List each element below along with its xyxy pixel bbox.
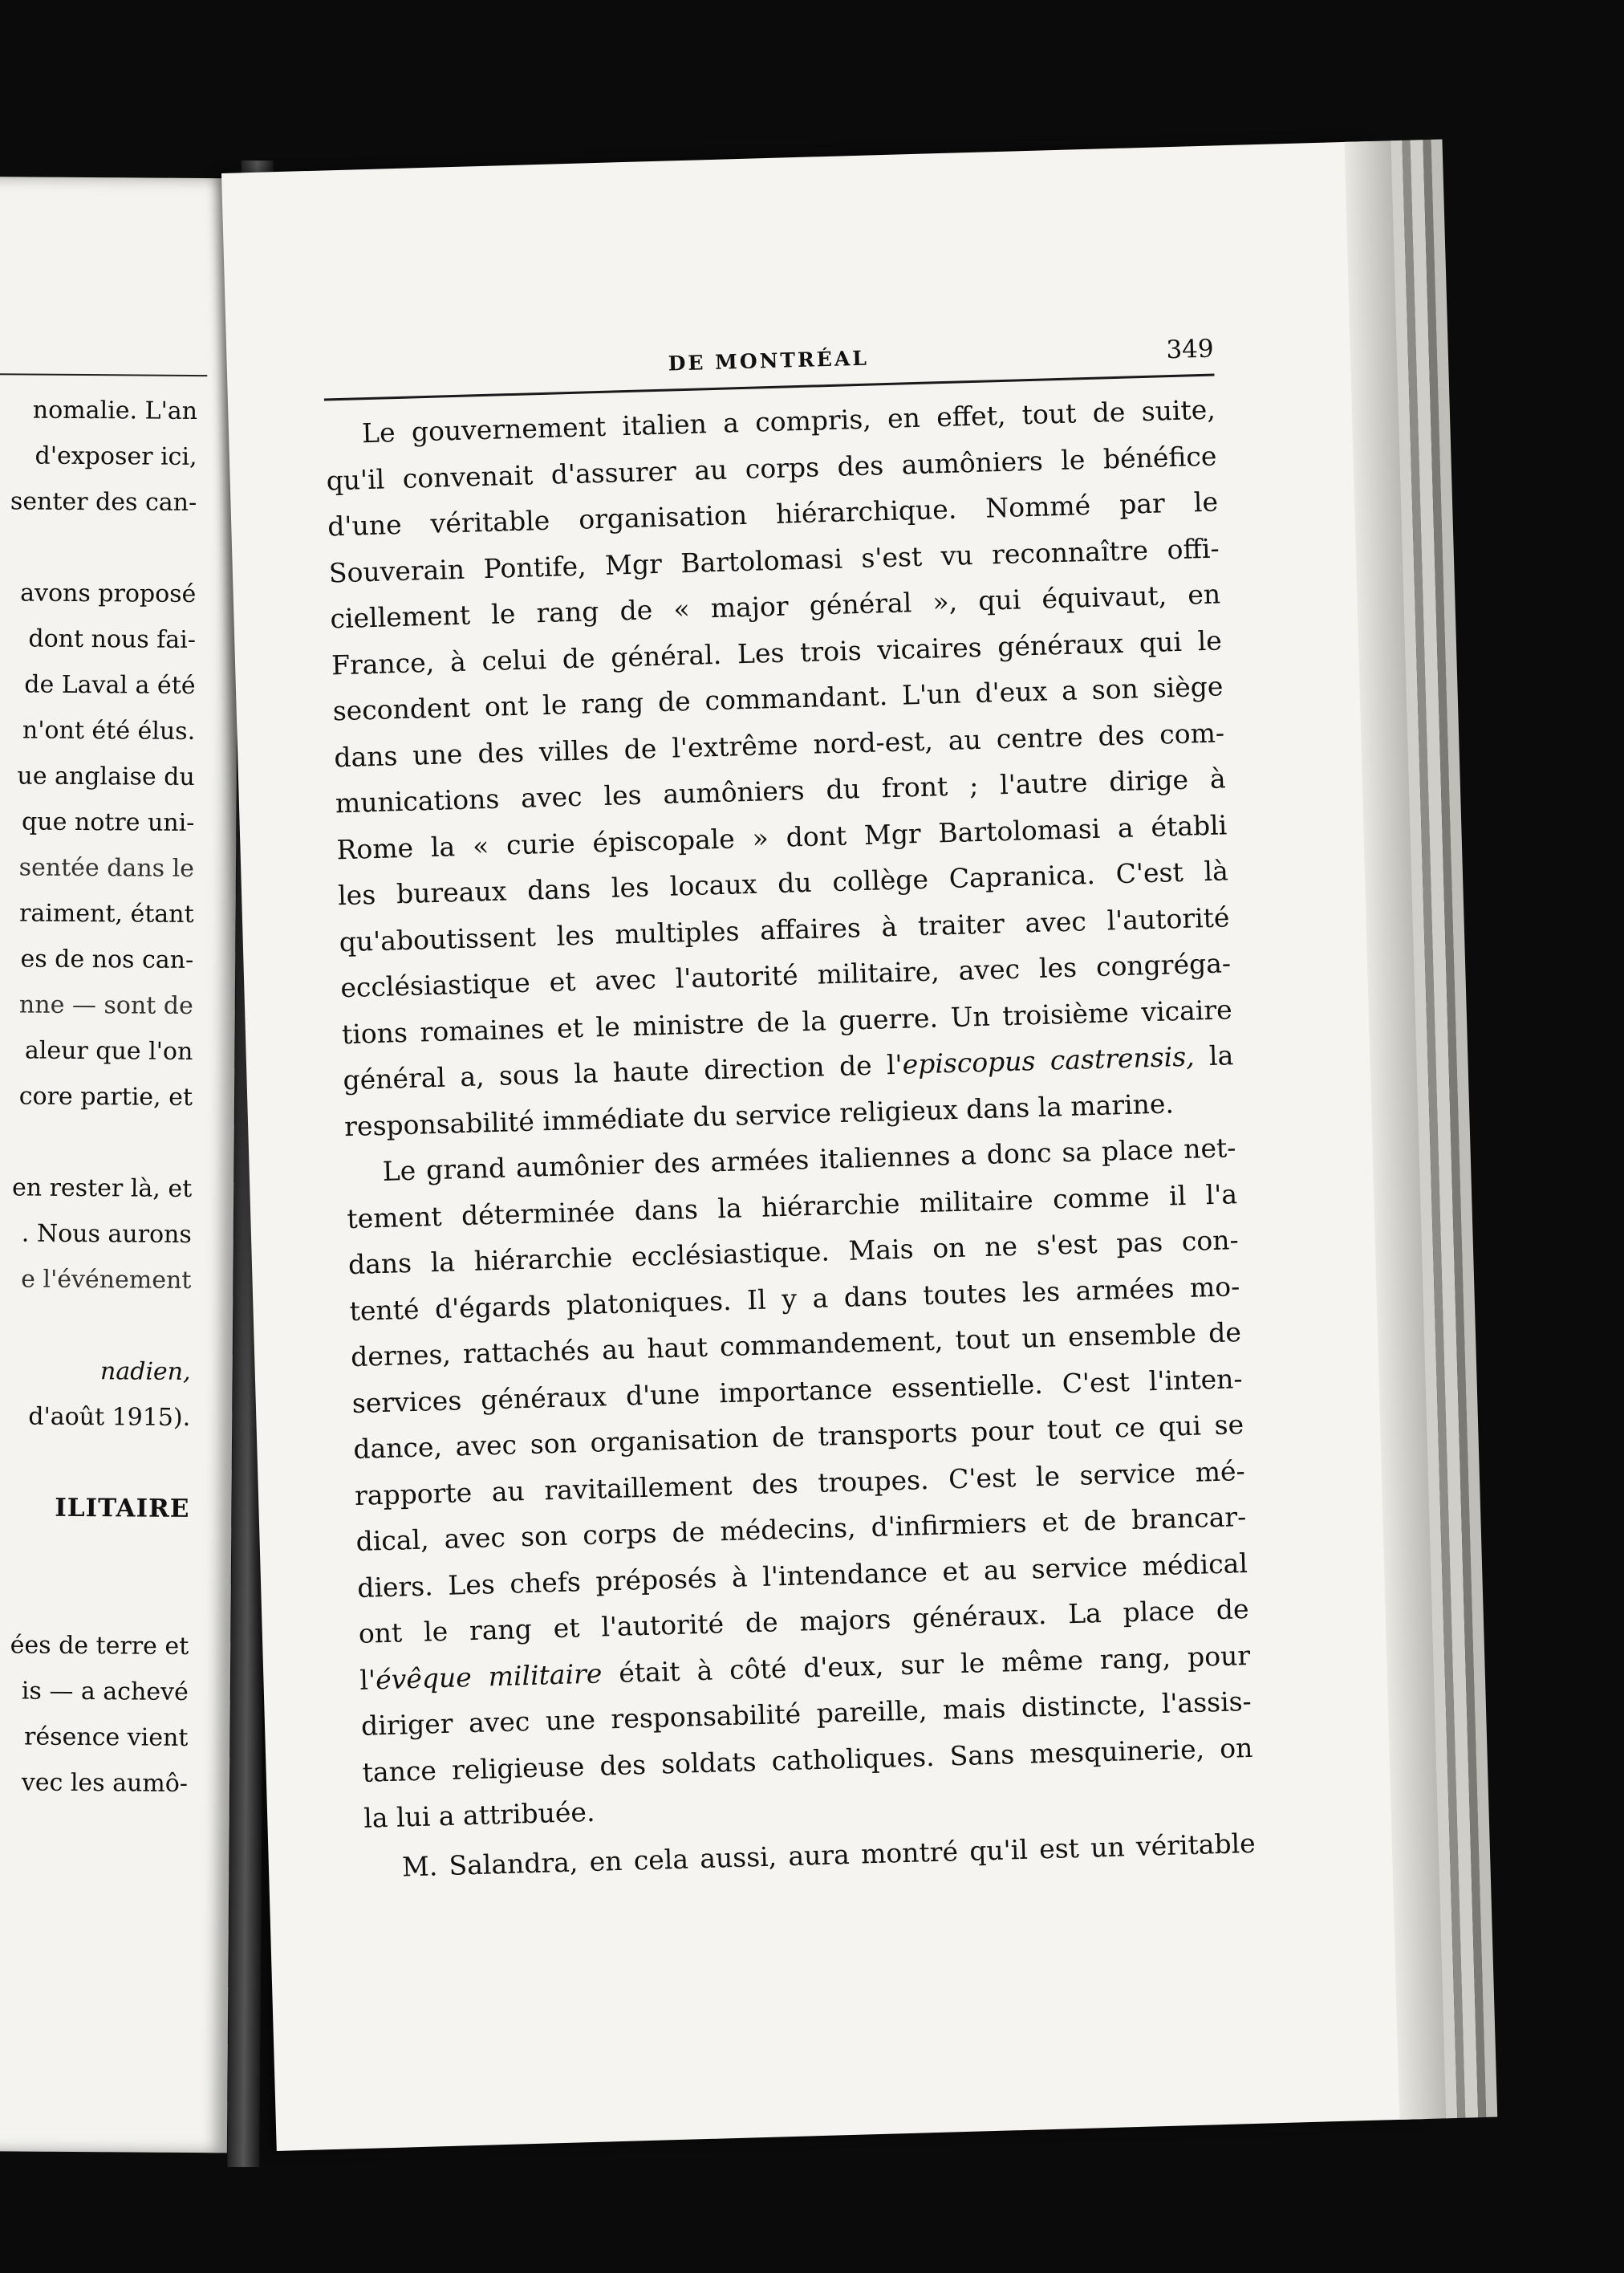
left-line: d'exposer ici, — [35, 441, 197, 472]
page-number: 349 — [1165, 334, 1215, 365]
text-line: ecclésiastique et avec l'autorité militaire, avec les congréga- — [339, 947, 1232, 1004]
text-line: ont le rang et l'autorité de majors généraux. La place de — [358, 1592, 1249, 1649]
text-line: dernes, rattachés au haut commandement, tout un ensemble de — [350, 1316, 1242, 1373]
text-line: d'une véritable organisation hiérarchique. Nommé par le — [327, 486, 1219, 543]
right-page — [221, 141, 1423, 2151]
text-line: les bureaux dans les locaux du collège Capranica. C'est là — [337, 855, 1229, 912]
left-line-gap — [0, 1302, 191, 1349]
text-line: rapporte au ravitaillement des troupes. C'est le service mé- — [354, 1454, 1246, 1511]
left-line-gap — [0, 1119, 193, 1166]
left-line: nomalie. L'an — [32, 396, 198, 426]
text-line: dance, avec son organisation de transports pour tout ce qui se — [352, 1409, 1244, 1466]
left-line-gap — [0, 524, 197, 571]
left-section-heading: ILITAIRE — [55, 1493, 190, 1523]
left-line: vec les aumô- — [21, 1768, 189, 1798]
text-line: France, à celui de général. Les trois vicaires généraux qui le — [331, 624, 1223, 681]
left-line: senter des can- — [10, 487, 197, 518]
left-line: es de nos can- — [20, 945, 194, 974]
text-line: diers. Les chefs préposés à l'intendance et au service médical — [356, 1547, 1248, 1604]
left-line: is — a achevé — [21, 1677, 189, 1706]
text-line: Souverain Pontife, Mgr Bartolomasi s'est vu reconnaître offi- — [328, 531, 1220, 588]
left-line: ue anglaise du — [17, 762, 195, 791]
text-line: diriger avec une responsabilité pareille, mais distincte, l'assis- — [360, 1685, 1253, 1742]
left-line: raiment, étant — [18, 899, 194, 929]
left-line: résence vient — [23, 1722, 189, 1752]
text-segment: la — [1194, 1039, 1234, 1072]
text-line: dans une des villes de l'extrême nord-est, au centre des com- — [333, 716, 1225, 773]
text-line: M. Salandra, en cela aussi, aura montré qu'il est un véritable — [401, 1827, 1257, 1883]
left-line: n'ont été élus. — [22, 716, 196, 746]
text-line: ciellement le rang de « major général », qui équivaut, en — [330, 578, 1221, 635]
italic-phrase: episcopus castrensis, — [902, 1040, 1196, 1080]
left-line: . Nous aurons — [21, 1219, 192, 1249]
text-line: dans la hiérarchie ecclésiastique. Mais on ne s'est pas con- — [347, 1224, 1240, 1281]
text-segment: général a, sous la haute direction de l' — [343, 1048, 903, 1096]
left-line: nne — sont de — [18, 990, 193, 1020]
text-line: qu'aboutissent les multiples affaires à traiter avec l'autorité — [339, 901, 1230, 958]
running-head-title: DE MONTRÉAL — [668, 346, 870, 376]
left-line: d'août 1915). — [28, 1402, 191, 1432]
text-line: services généraux d'une importance essentielle. C'est l'inten- — [351, 1362, 1243, 1419]
left-page-text — [0, 387, 197, 1807]
left-page-header-rule — [0, 373, 207, 376]
left-line: e l'événement — [21, 1265, 192, 1295]
text-line: Le grand aumônier des armées italiennes a donc sa place net- — [382, 1132, 1236, 1187]
text-line: tance religieuse des soldats catholiques. Sans mesquinerie, on — [362, 1731, 1253, 1788]
left-line: sentée dans le — [18, 853, 195, 883]
left-line: que notre uni- — [22, 807, 195, 837]
left-line: en rester là, et — [11, 1173, 193, 1203]
left-line: de Laval a été — [24, 670, 196, 700]
left-line: aleur que l'on — [24, 1036, 193, 1066]
text-line: tenté d'égards platoniques. Il y a dans toutes les armées mo- — [349, 1270, 1240, 1327]
text-line: munications avec les aumôniers du front ; l'autre dirige à — [335, 762, 1227, 819]
text-line: secondent ont le rang de commandant. L'un d'eux a son siège — [332, 670, 1224, 727]
left-page — [0, 177, 241, 2153]
left-line-gap — [0, 1576, 189, 1624]
text-segment: l' — [359, 1663, 376, 1696]
running-head — [323, 329, 1214, 394]
left-line-gap — [0, 1439, 190, 1486]
text-line: responsabilité immédiate du service religieux dans la marine. — [343, 1087, 1175, 1142]
left-line-gap — [0, 1531, 189, 1578]
text-line: tement déterminée dans la hiérarchie militaire comme il l'a — [346, 1177, 1238, 1234]
text-line: tions romaines et le ministre de la guerre. Un troisième vicaire — [341, 993, 1233, 1050]
body-text — [324, 387, 1256, 1891]
left-line: nadien, — [99, 1357, 191, 1386]
left-line: core partie, et — [18, 1082, 193, 1112]
text-line: dical, avec son corps de médecins, d'infirmiers et de brancar- — [355, 1500, 1247, 1557]
left-line: ées de terre et — [10, 1631, 189, 1661]
italic-phrase: évêque militaire — [375, 1657, 603, 1695]
text-line: Rome la « curie épiscopale » dont Mgr Bartolomasi a établi — [336, 808, 1228, 865]
left-line: dont nous fai- — [28, 624, 197, 654]
text-line: Le gouvernement italien a compris, en effet, tout de suite, — [361, 393, 1216, 449]
text-segment: était à côté d'eux, sur le même rang, pour — [601, 1639, 1251, 1689]
text-line: qu'il convenait d'assurer au corps des aumôniers le bénéfice — [326, 440, 1217, 496]
text-line: la lui a attribuée. — [363, 1795, 595, 1834]
left-line: avons proposé — [20, 579, 197, 608]
